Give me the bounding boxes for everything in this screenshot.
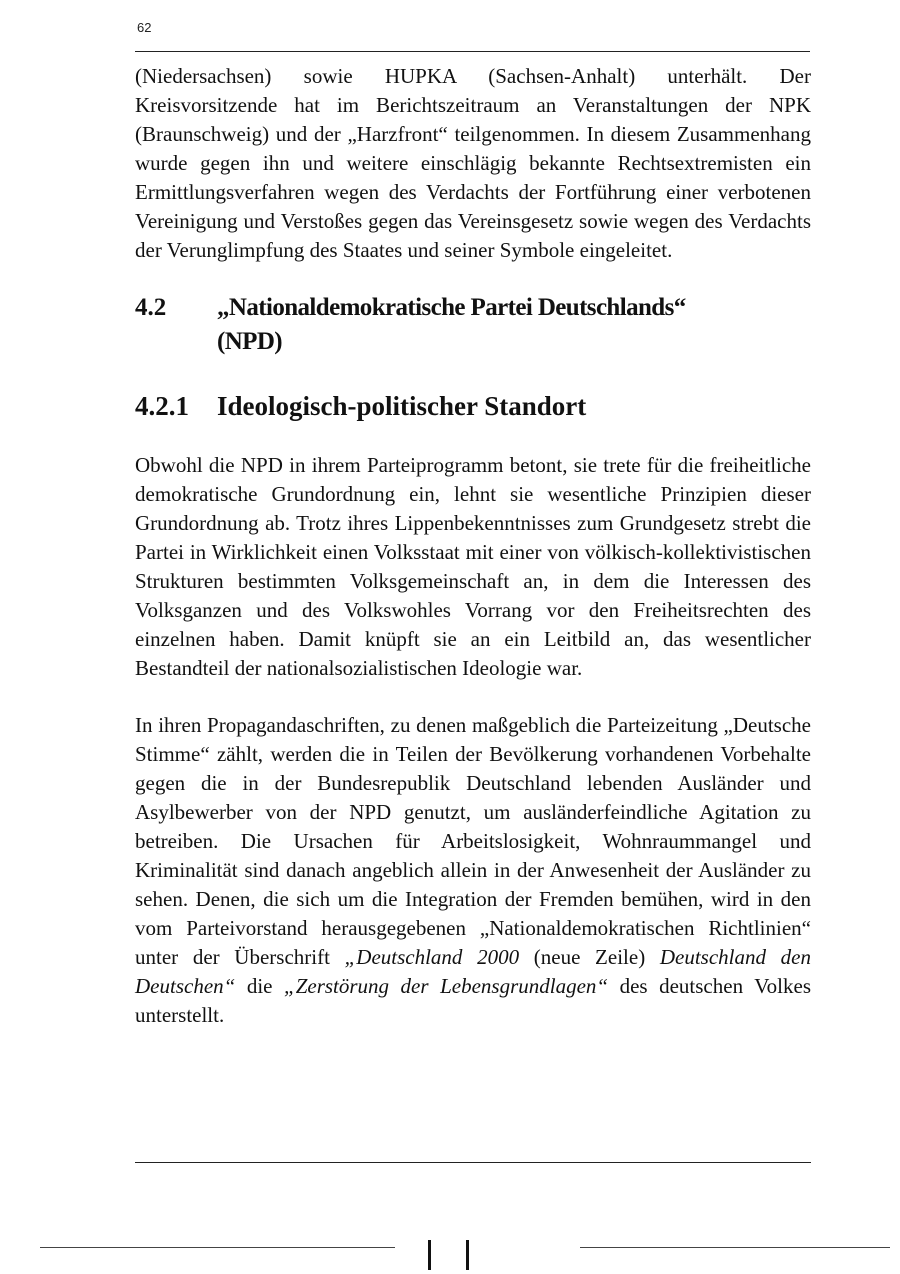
- section-title-line1: „Nationaldemokratische Partei Deutschlands“: [217, 294, 686, 321]
- page-content: [135, 62, 811, 1030]
- quote-deutschland-den-deutschen: Deutschland den Deutschen“: [135, 945, 811, 998]
- paragraph-propaganda: [135, 711, 811, 1030]
- paragraph-ideology: Obwohl die NPD in ihrem Parteiprogramm betont, sie trete für die freiheitliche demokratische Grundordnung ein, lehnt sie wesentliche Prinzipien dieser Grundordnung ab. Trotz ihres Lippenbekenntnisses zum Grundgesetz strebt die Partei in Wirklichkeit einen Volksstaat mit einer von völkisch-kollektivistischen Strukturen bestimmten Volksgemeinschaft an, in dem die Interessen des Volksganzen und des Volkswohles Vorrang vor den Freiheitsrechten des einzelnen haben. Damit knüpft sie an ein Leitbild an, das wesentlicher Bestandteil der nationalsozialistischen Ideologie war.: [135, 453, 811, 680]
- scan-mark-left: [428, 1240, 431, 1270]
- header-rule: [135, 51, 810, 52]
- scan-edge-line-right: [580, 1247, 890, 1248]
- quote-zerstoerung: „Zerstörung der Lebensgrundlagen“: [284, 974, 609, 998]
- paragraph-text-c: die: [235, 974, 285, 998]
- subsection-title: Ideologisch-politischer Standort: [217, 391, 587, 421]
- section-number: 4.2: [135, 294, 167, 321]
- page-number: 62: [137, 20, 152, 35]
- section-title-line2: (NPD): [217, 328, 283, 355]
- footer-rule: [135, 1162, 811, 1163]
- paragraph-text-d: des deutschen Volkes unterstellt.: [135, 974, 811, 1027]
- paragraph-text-a: In ihren Propagandaschriften, zu denen maßgeblich die Parteizeitung „Deutsche Stimme“ zählt, werden die in Teilen der Bevölkerung vorhandenen Vorbehalte gegen die in der Bundesrepublik Deutschland lebenden Ausländer und Asylbewerber von der NPD genutzt, um ausländerfeindliche Agitation zu betreiben. Die Ursachen für Arbeitslosigkeit, Wohnraummangel und Kriminalität sind danach angeblich allein in der Anwesenheit der Ausländer zu sehen. Denen, die sich um die Integration der Fremden bemühen, wird in den vom Parteivorstand herausgegebenen „Nationaldemokratischen Richtlinien“ unter der Überschrift: [135, 713, 811, 969]
- section-heading-4-2: [135, 291, 811, 359]
- section-title: [217, 291, 811, 359]
- scan-mark-right: [466, 1240, 469, 1270]
- section-heading-4-2-1: [135, 389, 811, 423]
- paragraph-text-b: (neue Zeile): [519, 945, 660, 969]
- paragraph-intro: (Niedersachsen) sowie HUPKA (Sachsen-Anhalt) unterhält. Der Kreisvorsitzende hat im Berichtszeitraum an Veranstaltungen der NPK (Braunschweig) und der „Harzfront“ teilgenommen. In diesem Zusammenhang wurde gegen ihn und weitere einschlägig bekannte Rechtsextremisten ein Ermittlungsverfahren wegen des Verdachts der Fortführung einer verbotenen Vereinigung und Verstoßes gegen das Vereinsgesetz sowie wegen des Verdachts der Verunglimpfung des Staates und seiner Symbole eingeleitet.: [135, 64, 811, 262]
- subsection-number: 4.2.1: [135, 391, 189, 421]
- quote-deutschland-2000: „Deutschland 2000: [344, 945, 520, 969]
- scan-edge-line-left: [40, 1247, 395, 1248]
